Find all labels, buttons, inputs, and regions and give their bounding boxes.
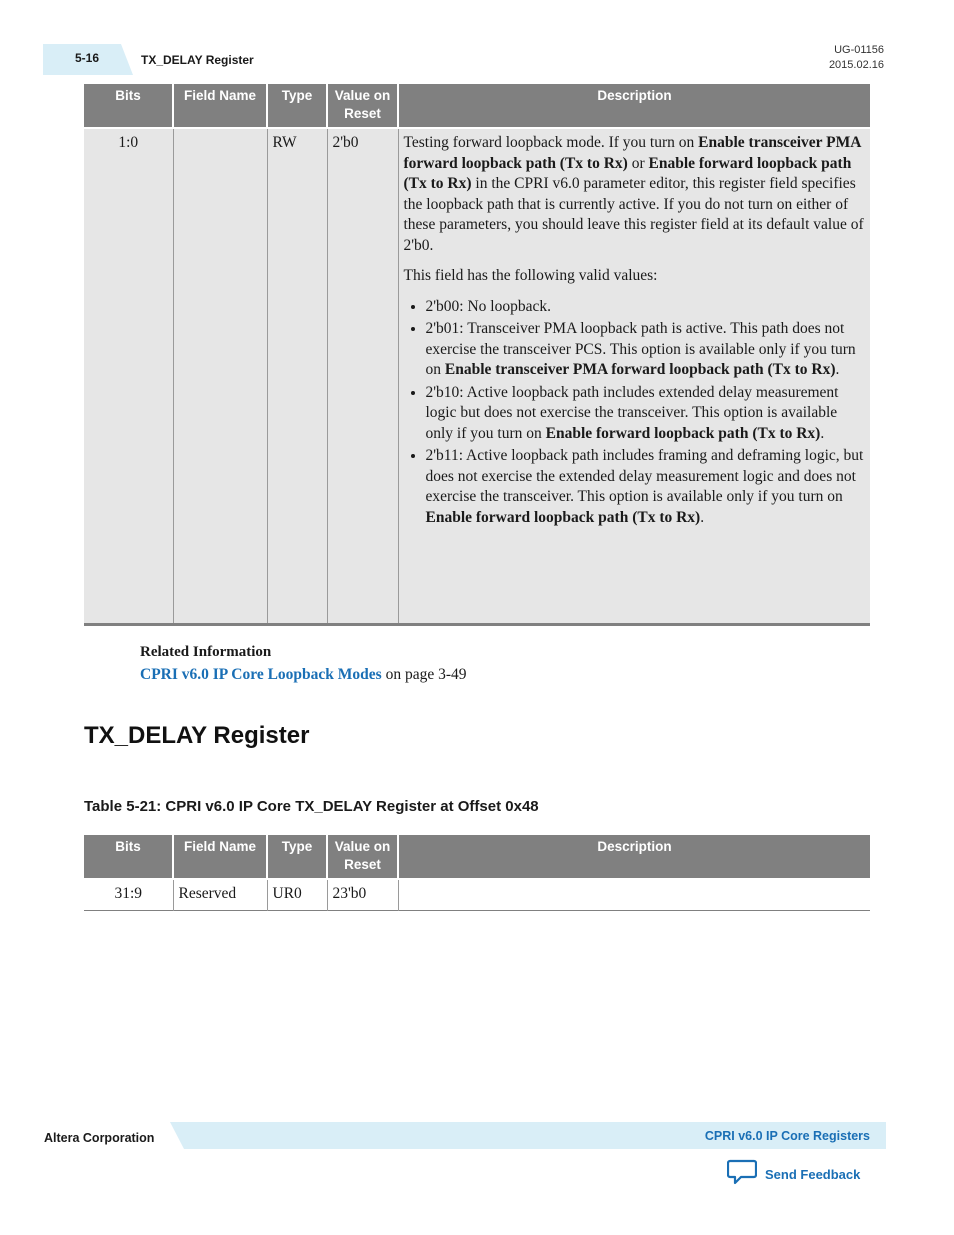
send-feedback-label: Send Feedback: [765, 1167, 861, 1182]
desc-bold-param: Enable transceiver PMA forward loopback path (Tx to Rx): [444, 361, 836, 378]
desc-text: Testing forward loopback mode. If you turn on: [403, 134, 699, 151]
cell-bits: 31:9: [114, 885, 143, 902]
header-bits: Bits: [84, 835, 173, 879]
desc-bold-param: Enable forward loopback path (Tx to Rx): [545, 424, 821, 442]
running-header-section: TX_DELAY Register: [141, 53, 254, 67]
description-paragraph-1: [404, 133, 866, 256]
table-row: [84, 128, 870, 624]
send-feedback-button[interactable]: [727, 1159, 860, 1190]
desc-text: in the CPRI v6.0 parameter editor, this register field specifies the loopback path that is currently active. If you do not turn on either of these parameters, you should leave this register field at its default value of 2'b0.: [403, 175, 864, 254]
header-bits: Bits: [84, 84, 173, 128]
cell-field-name: Reserved: [173, 879, 267, 910]
cell-description: [398, 128, 870, 624]
register-table-continued: [84, 84, 870, 626]
desc-text: or: [627, 154, 649, 172]
valid-values-list: [404, 297, 866, 529]
cell-type: UR0: [267, 879, 327, 910]
related-information-line: [140, 666, 467, 684]
related-information-title: Related Information: [140, 644, 272, 660]
cell-reset: 23'b0: [327, 879, 398, 910]
cell-field-name: [173, 128, 267, 624]
cell-reset: 2'b0: [327, 128, 398, 624]
desc-text: 2'b11: Active loopback path includes framing and deframing logic, but does not exercise the extended delay measurement logic and does not exercise the transceiver. This option is available only if you turn on: [425, 447, 864, 505]
list-item: [426, 319, 866, 381]
tx-delay-register-table: [84, 835, 870, 911]
cell-type: RW: [267, 128, 327, 624]
speech-bubble-icon: [727, 1159, 757, 1190]
header-description: Description: [398, 835, 870, 879]
list-item: • 2'b00: No loopback.: [426, 297, 866, 318]
desc-text: .: [820, 424, 825, 442]
table-header-row: [84, 84, 870, 128]
related-page-ref: on page 3-49: [381, 666, 467, 683]
document-date: 2015.02.16: [828, 59, 884, 71]
page-number: 5-16: [75, 51, 100, 65]
desc-bold-param: Enable forward loopback path (Tx to Rx): [425, 508, 701, 526]
cell-bits: 1:0: [84, 128, 173, 624]
desc-text: 2'b10: Active loopback path includes extended delay measurement logic but does not exercise the transceiver. This option is available only if you turn on: [425, 383, 839, 442]
list-item: [426, 383, 866, 445]
desc-text: .: [835, 361, 840, 378]
desc-bold-param: Enable forward loopback path (Tx to Rx): [403, 154, 852, 192]
desc-bold-param: Enable transceiver PMA forward loopback path (Tx to Rx): [403, 134, 861, 172]
desc-text: 2'b01: Transceiver PMA loopback path is active. This path does not exercise the transceiver PCS. This option is available only if you turn on: [425, 320, 856, 378]
document-id-block: [829, 43, 884, 73]
table-row: [84, 879, 870, 910]
section-heading: TX_DELAY Register: [84, 722, 310, 749]
footer-company: Altera Corporation: [44, 1131, 155, 1145]
desc-text: .: [700, 508, 705, 526]
header-description: Description: [398, 84, 870, 128]
loopback-modes-link[interactable]: CPRI v6.0 IP Core Loopback Modes: [140, 666, 382, 683]
header-type: Type: [267, 84, 327, 128]
header-value-on-reset: Value on Reset: [327, 835, 398, 879]
cell-description: [398, 879, 870, 910]
header-field-name: Field Name: [173, 84, 267, 128]
footer-chapter-link[interactable]: CPRI v6.0 IP Core Registers: [704, 1129, 870, 1143]
header-value-on-reset: Value on Reset: [327, 84, 398, 128]
header-field-name: Field Name: [173, 835, 267, 879]
table-caption: Table 5-21: CPRI v6.0 IP Core TX_DELAY Register at Offset 0x48: [84, 798, 539, 815]
list-item: [426, 446, 866, 528]
header-type: Type: [267, 835, 327, 879]
table-header-row: [84, 835, 870, 879]
document-id: UG-01156: [834, 44, 884, 56]
description-paragraph-2: This field has the following valid values:: [403, 267, 658, 284]
